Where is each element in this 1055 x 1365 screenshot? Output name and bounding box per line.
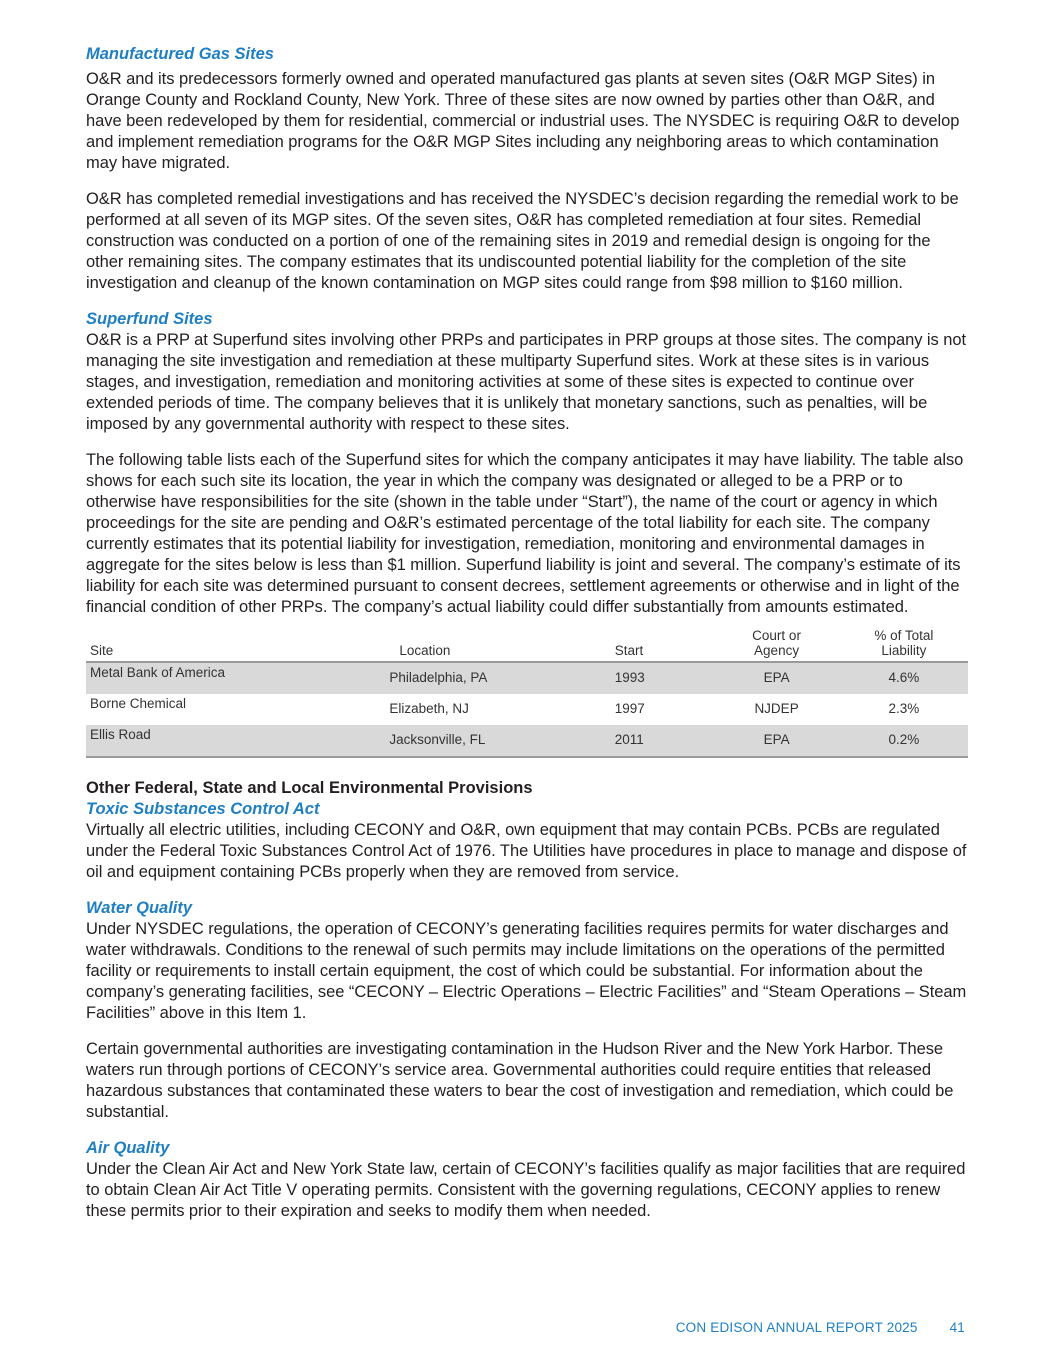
mgp-paragraph-2: O&R has completed remedial investigations and has received the NYSDEC’s decision regarding the remedial work to be performed at all seven of its MGP sites. Of the seven sites, O&R has completed remediation at four sites. Remedial construction was conducted on a portion of one of the remaining sites in 2019 and remedial design is ongoing for the other remaining sites. The company estimates that its undiscounted potential liability for the completion of the site investigation and cleanup of the known contamination on MGP sites could range from $98 million to $160 million. <box>86 190 959 292</box>
tsca-paragraph: Virtually all electric utilities, including CECONY and O&R, own equipment that may contain PCBs. PCBs are regulated under the Federal Toxic Substances Control Act of 1976. The Utilities have procedures in place to manage and dispose of oil and equipment containing PCBs properly when they are removed from service. <box>86 821 967 881</box>
header-site: Site <box>86 628 312 662</box>
cell-pct: 4.6% <box>840 662 968 694</box>
header-pct-liability <box>840 628 968 662</box>
mgp-paragraph-1: O&R and its predecessors formerly owned and operated manufactured gas plants at seven sites (O&R MGP Sites) in Orange County and Rockland County, New York. Three of these sites are now owned by parties other than O&R, and have been redeveloped by them for residential, commercial or industrial uses. The NYSDEC is requiring O&R to develop and implement remediation programs for the O&R MGP Sites including any neighboring areas to which contamination may have migrated. <box>86 70 960 172</box>
air-quality-paragraph: Under the Clean Air Act and New York State law, certain of CECONY’s facilities qualify as major facilities that are required to obtain Clean Air Act Title V operating permits. Consistent with the governing regulations, CECONY applies to renew these permits prior to their expiration and seeks to modify them when needed. <box>86 1160 966 1220</box>
water-quality-heading: Water Quality <box>86 899 193 917</box>
header-court-agency <box>713 628 839 662</box>
cell-site: Borne Chemical <box>90 696 187 711</box>
cell-site: Metal Bank of America <box>86 662 312 694</box>
footer-report-title: CON EDISON ANNUAL REPORT 2025 <box>675 1320 918 1335</box>
air-quality-heading: Air Quality <box>86 1139 170 1157</box>
page-content <box>86 44 968 1222</box>
header-pct-line1: % of Total <box>874 628 934 643</box>
superfund-sites-table <box>86 628 968 758</box>
cell-location: Elizabeth, NJ <box>389 701 469 716</box>
cell-start: 1993 <box>615 662 714 694</box>
cell-court: EPA <box>713 662 839 694</box>
cell-start: 2011 <box>615 725 714 757</box>
water-quality-paragraph-2: Certain governmental authorities are investigating contamination in the Hudson River and the New York Harbor. These waters run through portions of CECONY’s service area. Governmental authorities could require entities that released hazardous substances that contaminated these waters to bear the cost of investigation and remediation, which could be substantial. <box>86 1040 954 1121</box>
cell-location: Philadelphia, PA <box>312 662 614 694</box>
superfund-paragraph-2: The following table lists each of the Superfund sites for which the company anticipates it may have liability. The table also shows for each such site its location, the year in which the company was designated or alleged to be a PRP or to otherwise have responsibilities for the site (shown in the table under “Start”), the name of the court or agency in which proceedings for the site are pending and O&R’s estimated percentage of the total liability for each site. The company currently estimates that its potential liability for investigation, remediation, monitoring and environmental damages in aggregate for the sites below is less than $1 million. Superfund liability is joint and several. The company’s estimate of its liability for each site was determined pursuant to consent decrees, settlement agreements or otherwise and in light of the financial condition of other PRPs. The company’s actual liability could differ substantially from amounts estimated. <box>86 451 964 616</box>
header-start: Start <box>615 628 714 662</box>
table-header-row <box>86 628 968 662</box>
cell-pct: 2.3% <box>888 701 920 716</box>
page-footer <box>676 1320 965 1335</box>
cell-court: NJDEP <box>754 701 799 716</box>
table-row <box>86 725 968 757</box>
tsca-heading: Toxic Substances Control Act <box>86 800 320 818</box>
header-court-line2: Agency <box>754 643 800 658</box>
cell-start: 1997 <box>614 701 645 716</box>
cell-court: EPA <box>713 725 839 757</box>
header-court-line1: Court or <box>752 628 801 643</box>
cell-pct: 0.2% <box>840 725 968 757</box>
cell-location: Jacksonville, FL <box>312 725 614 757</box>
table-row <box>86 694 968 725</box>
table-row <box>86 662 968 694</box>
water-quality-paragraph-1: Under NYSDEC regulations, the operation of CECONY’s generating facilities requires permits for water discharges and water withdrawals. Conditions to the renewal of such permits may include limitations on the operations of the permitted facility or requirements to install certain equipment, the cost of which could be substantial. For information about the company’s generating facilities, see “CECONY – Electric Operations – Electric Facilities” and “Steam Operations – Steam Facilities” above in this Item 1. <box>86 920 967 1022</box>
other-provisions-heading: Other Federal, State and Local Environmental Provisions <box>86 779 533 797</box>
superfund-paragraph-1: O&R is a PRP at Superfund sites involving other PRPs and participates in PRP groups at those sites. The company is not managing the site investigation and remediation at these multiparty Superfund sites. Work at these sites is in various stages, and investigation, remediation and monitoring activities at some of these sites is expected to continue over extended periods of time. The company believes that it is unlikely that monetary sanctions, such as penalties, will be imposed by any governmental authority with respect to these sites. <box>86 331 967 433</box>
header-pct-line2: Liability <box>881 643 927 658</box>
header-location: Location <box>312 628 614 662</box>
cell-site: Ellis Road <box>86 725 312 757</box>
page-number: 41 <box>949 1320 965 1335</box>
superfund-heading: Superfund Sites <box>86 310 213 328</box>
mgp-heading: Manufactured Gas Sites <box>86 45 274 63</box>
